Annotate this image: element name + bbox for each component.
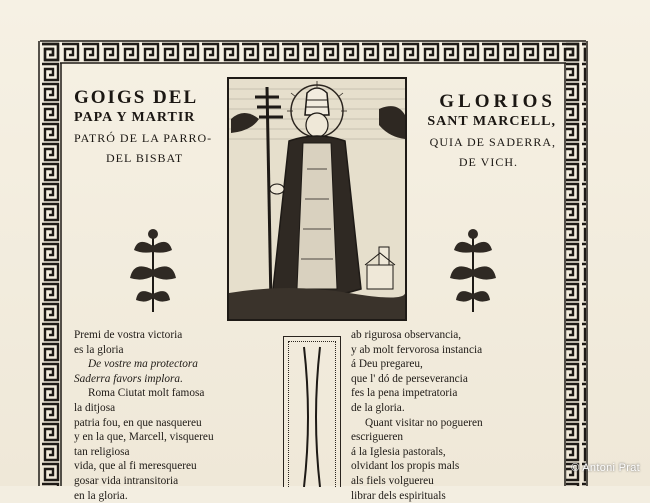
title-line: GLORIOS (439, 91, 556, 112)
verse-line: ab rigurosa observancia, (351, 329, 462, 341)
verse-line: Quant visitar no pogueren (365, 416, 483, 429)
verse-line: Roma Ciutat molt famosa (88, 387, 205, 400)
verse-line: De vostre ma protectora (88, 358, 198, 371)
verse-line: Saderra favors implora. (74, 372, 183, 385)
verse-line: y ab molt fervorosa instancia (351, 343, 483, 356)
verse-line: en la gloria. (74, 489, 128, 502)
title-line: GOIGS DEL (74, 87, 199, 108)
verse-column-right (351, 328, 556, 503)
title-line: QUIA DE SADERRA, (429, 135, 556, 149)
title-line: DEL BISBAT (106, 151, 184, 165)
verse-line: es la gloria (74, 343, 124, 356)
verse-line: patria fou, en que nasquereu (74, 416, 202, 429)
verse-line: fes la pena impetratoria (351, 387, 458, 400)
copyright-watermark: © Antoni Prat (571, 462, 640, 474)
verse-line: escrigueren (351, 431, 404, 444)
title-left (74, 88, 224, 168)
title-right (414, 92, 556, 172)
verse-line: de la gloria. (351, 401, 405, 414)
verse-line: Premi de vostra victoria (74, 329, 183, 341)
verse-line: á la Iglesia pastorals, (351, 445, 446, 458)
verse-line: tan religiosa (74, 445, 130, 458)
verse-column-left (74, 328, 274, 503)
divider-scroll (284, 337, 340, 487)
verse-line: la ditjosa (74, 401, 116, 414)
title-line: PATRÓ DE LA PARRO- (74, 131, 213, 145)
title-line: PAPA Y MARTIR (74, 110, 196, 125)
column-divider-ornament (283, 336, 341, 487)
verse-line: librar dels espirituals (351, 489, 446, 502)
verse-line: á Deu pregareu, (351, 358, 423, 371)
verse-line: als fiels volguereu (351, 474, 434, 487)
floral-ornament (448, 226, 498, 314)
verse-line: olvidant los propis mals (351, 460, 460, 473)
verse-line: gosar vida intransitoria (74, 474, 179, 487)
title-line: SANT MARCELL, (427, 114, 556, 129)
floral-ornament (128, 226, 178, 314)
verse-line: y en la que, Marcell, visquereu (74, 431, 214, 444)
title-line: DE VICH. (458, 155, 518, 169)
verse-line: vida, que al fi meresquereu (74, 460, 197, 473)
verse-line: que l' dó de perseverancia (351, 372, 468, 385)
woodcut-illustration (227, 77, 407, 321)
